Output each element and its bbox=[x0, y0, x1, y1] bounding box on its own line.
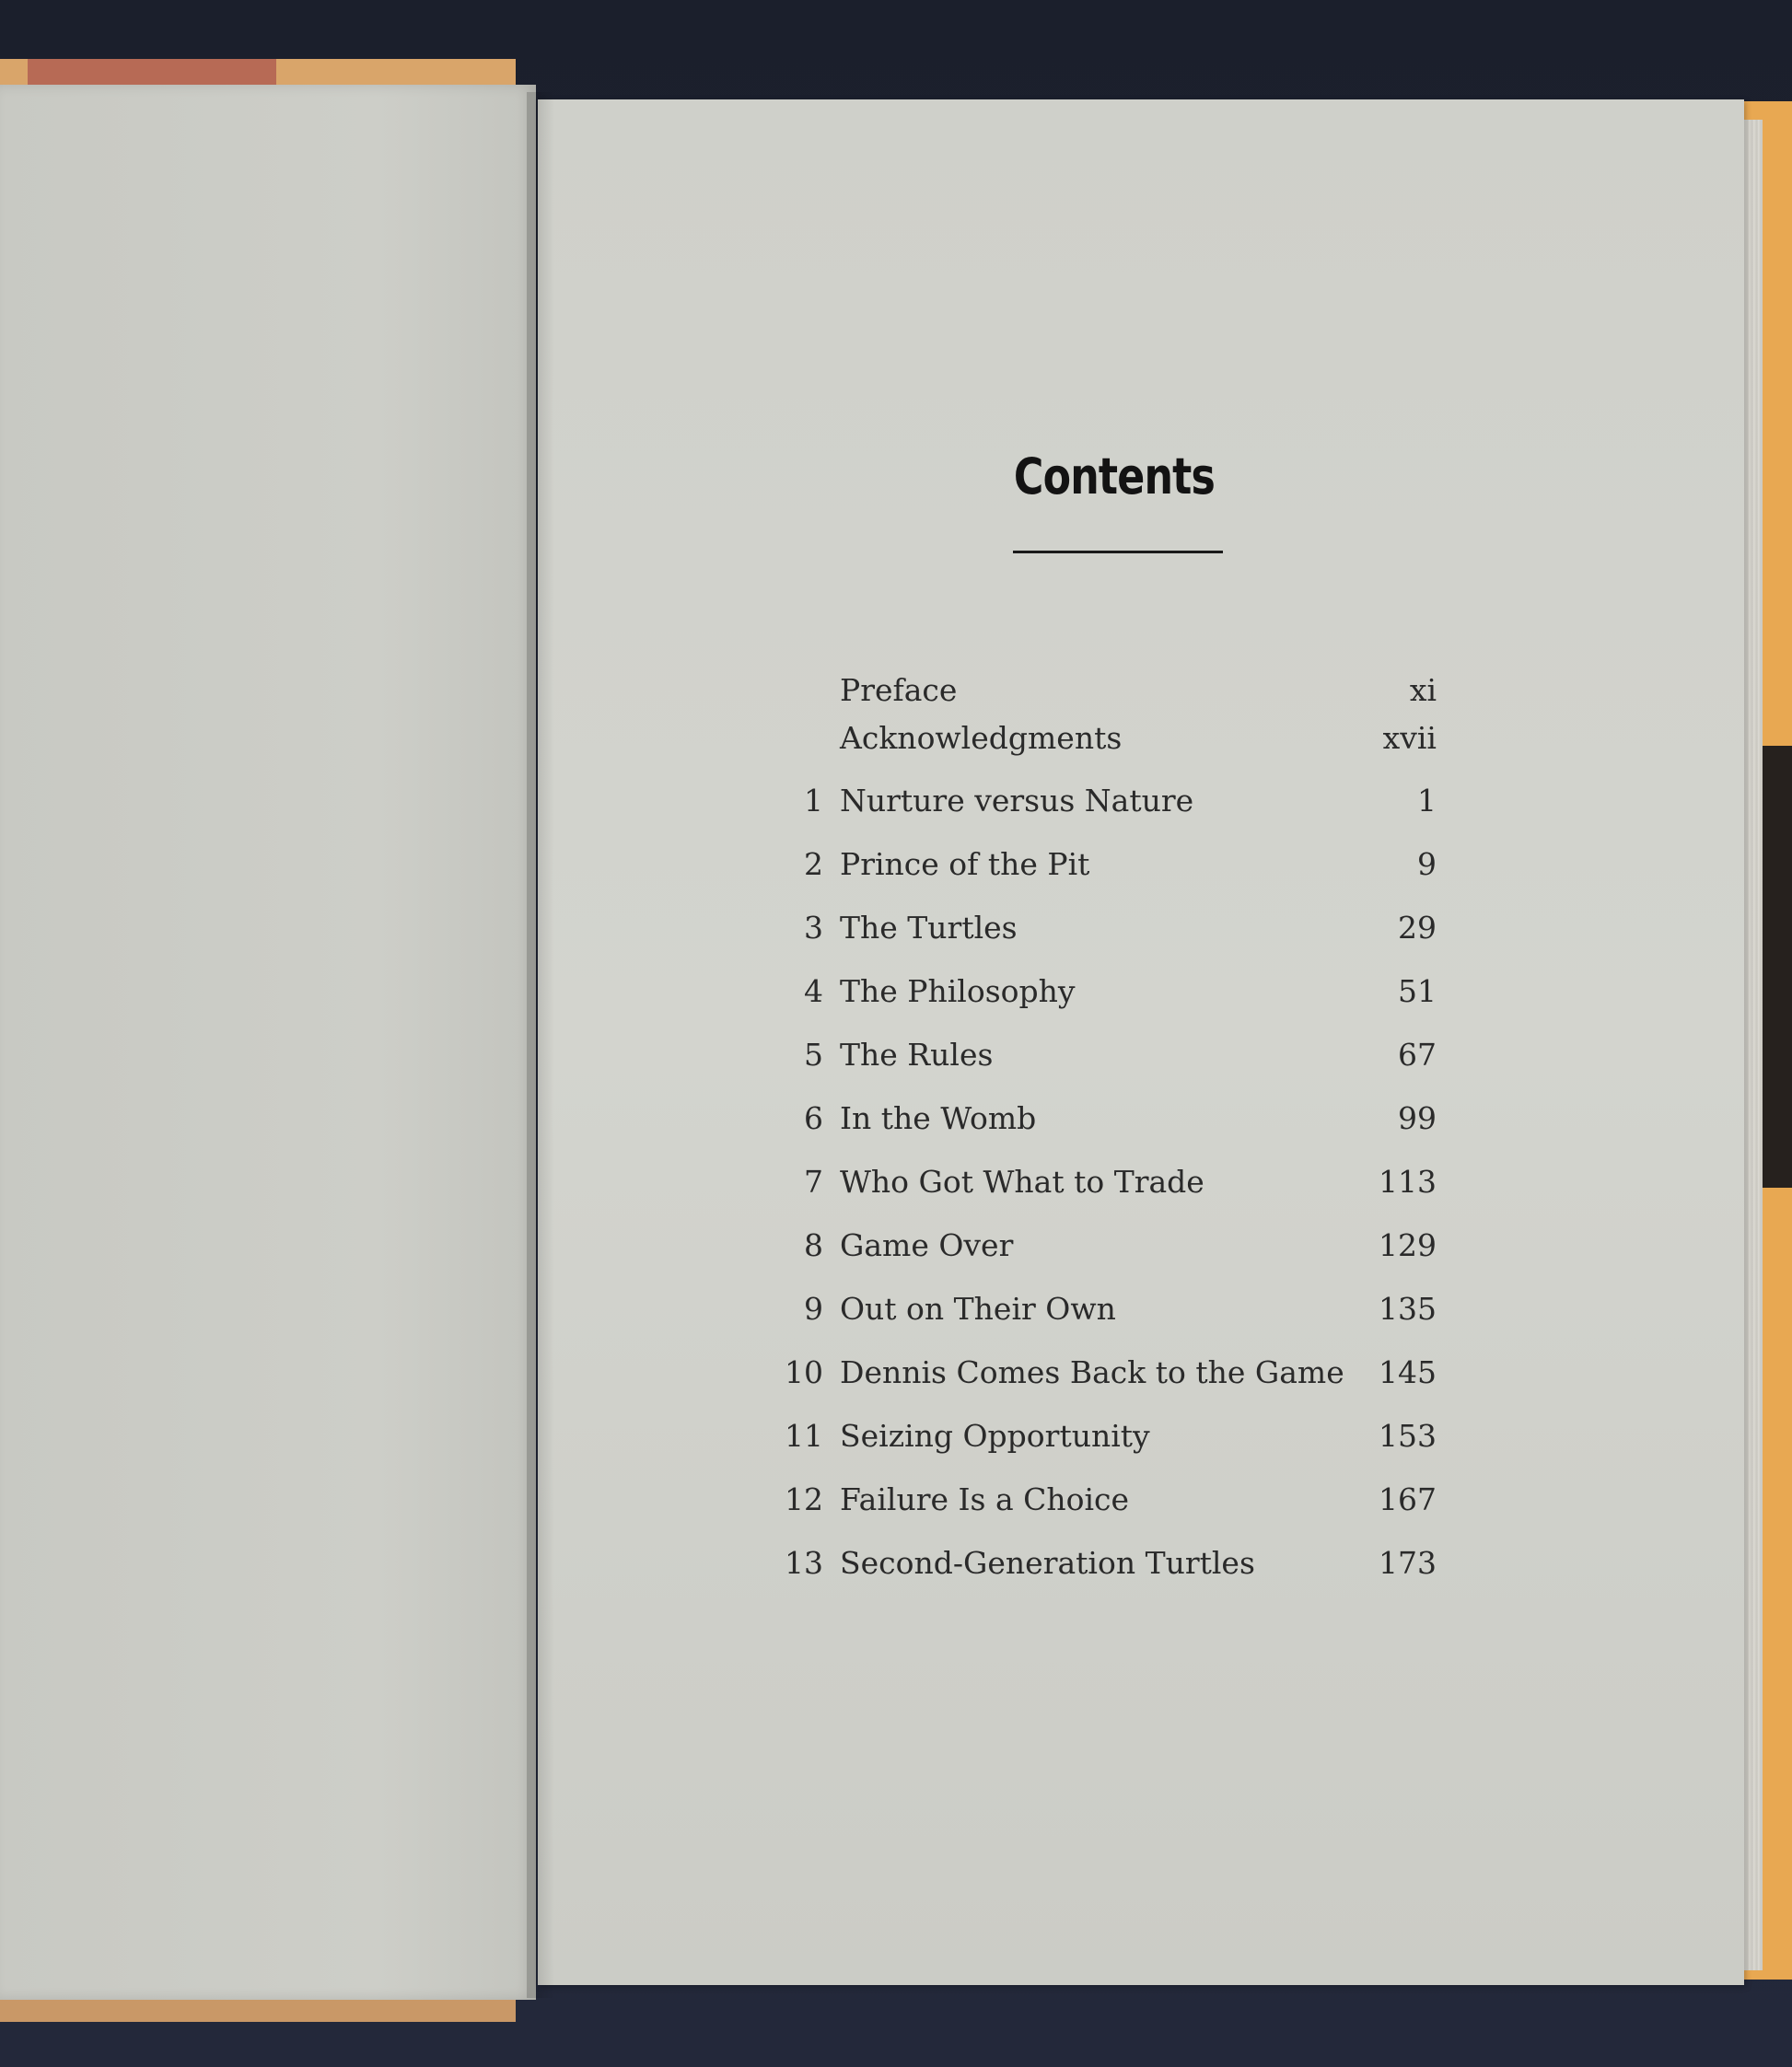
toc-entry-page: 9 bbox=[1417, 846, 1437, 882]
toc-entry-title: Nurture versus Nature bbox=[840, 783, 1194, 819]
toc-row-chapter bbox=[774, 1291, 1437, 1337]
toc-row-chapter bbox=[774, 1354, 1437, 1400]
toc-entry-page: 173 bbox=[1379, 1545, 1437, 1581]
toc-row-chapter bbox=[774, 1227, 1437, 1273]
toc-entry-page: 51 bbox=[1398, 973, 1437, 1009]
toc-row-chapter bbox=[774, 1164, 1437, 1210]
toc-entry-page: 1 bbox=[1417, 783, 1437, 819]
page-title: Contents bbox=[1013, 447, 1216, 505]
toc-chapter-number: 12 bbox=[785, 1481, 823, 1517]
toc-row-preface bbox=[774, 672, 1437, 718]
toc-entry-page: xvii bbox=[1382, 720, 1437, 756]
toc-chapter-number: 5 bbox=[804, 1037, 823, 1073]
toc-chapter-number: 10 bbox=[785, 1354, 823, 1390]
toc-row-chapter bbox=[774, 1481, 1437, 1527]
toc-entry-page: 29 bbox=[1398, 910, 1437, 946]
toc-chapter-number: 9 bbox=[804, 1291, 823, 1327]
toc-entry-page: 135 bbox=[1379, 1291, 1437, 1327]
toc-row-chapter bbox=[774, 1100, 1437, 1146]
toc-row-chapter bbox=[774, 1545, 1437, 1591]
toc-entry-title: The Turtles bbox=[840, 910, 1018, 946]
toc-entry-title: Game Over bbox=[840, 1227, 1014, 1263]
toc-row-chapter bbox=[774, 1037, 1437, 1083]
toc-entry-title: Seizing Opportunity bbox=[840, 1418, 1150, 1454]
toc-chapter-number: 3 bbox=[804, 910, 823, 946]
toc-row-chapter bbox=[774, 1418, 1437, 1464]
title-rule-divider bbox=[1013, 551, 1223, 553]
toc-chapter-number: 4 bbox=[804, 973, 823, 1009]
toc-chapter-number: 8 bbox=[804, 1227, 823, 1263]
toc-entry-title: In the Womb bbox=[840, 1100, 1037, 1136]
toc-entry-title: Who Got What to Trade bbox=[840, 1164, 1204, 1200]
toc-entry-title: Acknowledgments bbox=[840, 720, 1123, 756]
toc-entry-title: Preface bbox=[840, 672, 958, 708]
toc-entry-page: 99 bbox=[1398, 1100, 1437, 1136]
toc-entry-title: Prince of the Pit bbox=[840, 846, 1090, 882]
toc-chapter-number: 13 bbox=[785, 1545, 823, 1581]
toc-chapter-number: 1 bbox=[804, 783, 823, 819]
toc-entry-page: 145 bbox=[1379, 1354, 1437, 1390]
toc-entry-title: Dennis Comes Back to the Game bbox=[840, 1354, 1344, 1390]
toc-entry-page: xi bbox=[1409, 672, 1437, 708]
toc-chapter-number: 2 bbox=[804, 846, 823, 882]
toc-row-chapter bbox=[774, 910, 1437, 956]
toc-entry-page: 167 bbox=[1379, 1481, 1437, 1517]
toc-row-acknowledgments bbox=[774, 720, 1437, 766]
left-blank-page bbox=[0, 85, 536, 2000]
toc-entry-title: Failure Is a Choice bbox=[840, 1481, 1130, 1517]
toc-entry-page: 153 bbox=[1379, 1418, 1437, 1454]
toc-entry-title: Second-Generation Turtles bbox=[840, 1545, 1255, 1581]
toc-chapter-number: 6 bbox=[804, 1100, 823, 1136]
gutter-shadow bbox=[527, 92, 554, 1998]
toc-row-chapter bbox=[774, 846, 1437, 892]
cover-right-dark-strip bbox=[1761, 746, 1792, 1188]
toc-entry-page: 113 bbox=[1379, 1164, 1437, 1200]
toc-entry-page: 67 bbox=[1398, 1037, 1437, 1073]
toc-entry-title: Out on Their Own bbox=[840, 1291, 1116, 1327]
toc-row-chapter bbox=[774, 783, 1437, 829]
cover-red-band bbox=[28, 59, 276, 87]
toc-entry-title: The Rules bbox=[840, 1037, 994, 1073]
toc-entry-page: 129 bbox=[1379, 1227, 1437, 1263]
toc-entry-title: The Philosophy bbox=[840, 973, 1076, 1009]
toc-chapter-number: 11 bbox=[785, 1418, 823, 1454]
toc-chapter-number: 7 bbox=[804, 1164, 823, 1200]
toc-row-chapter bbox=[774, 973, 1437, 1019]
